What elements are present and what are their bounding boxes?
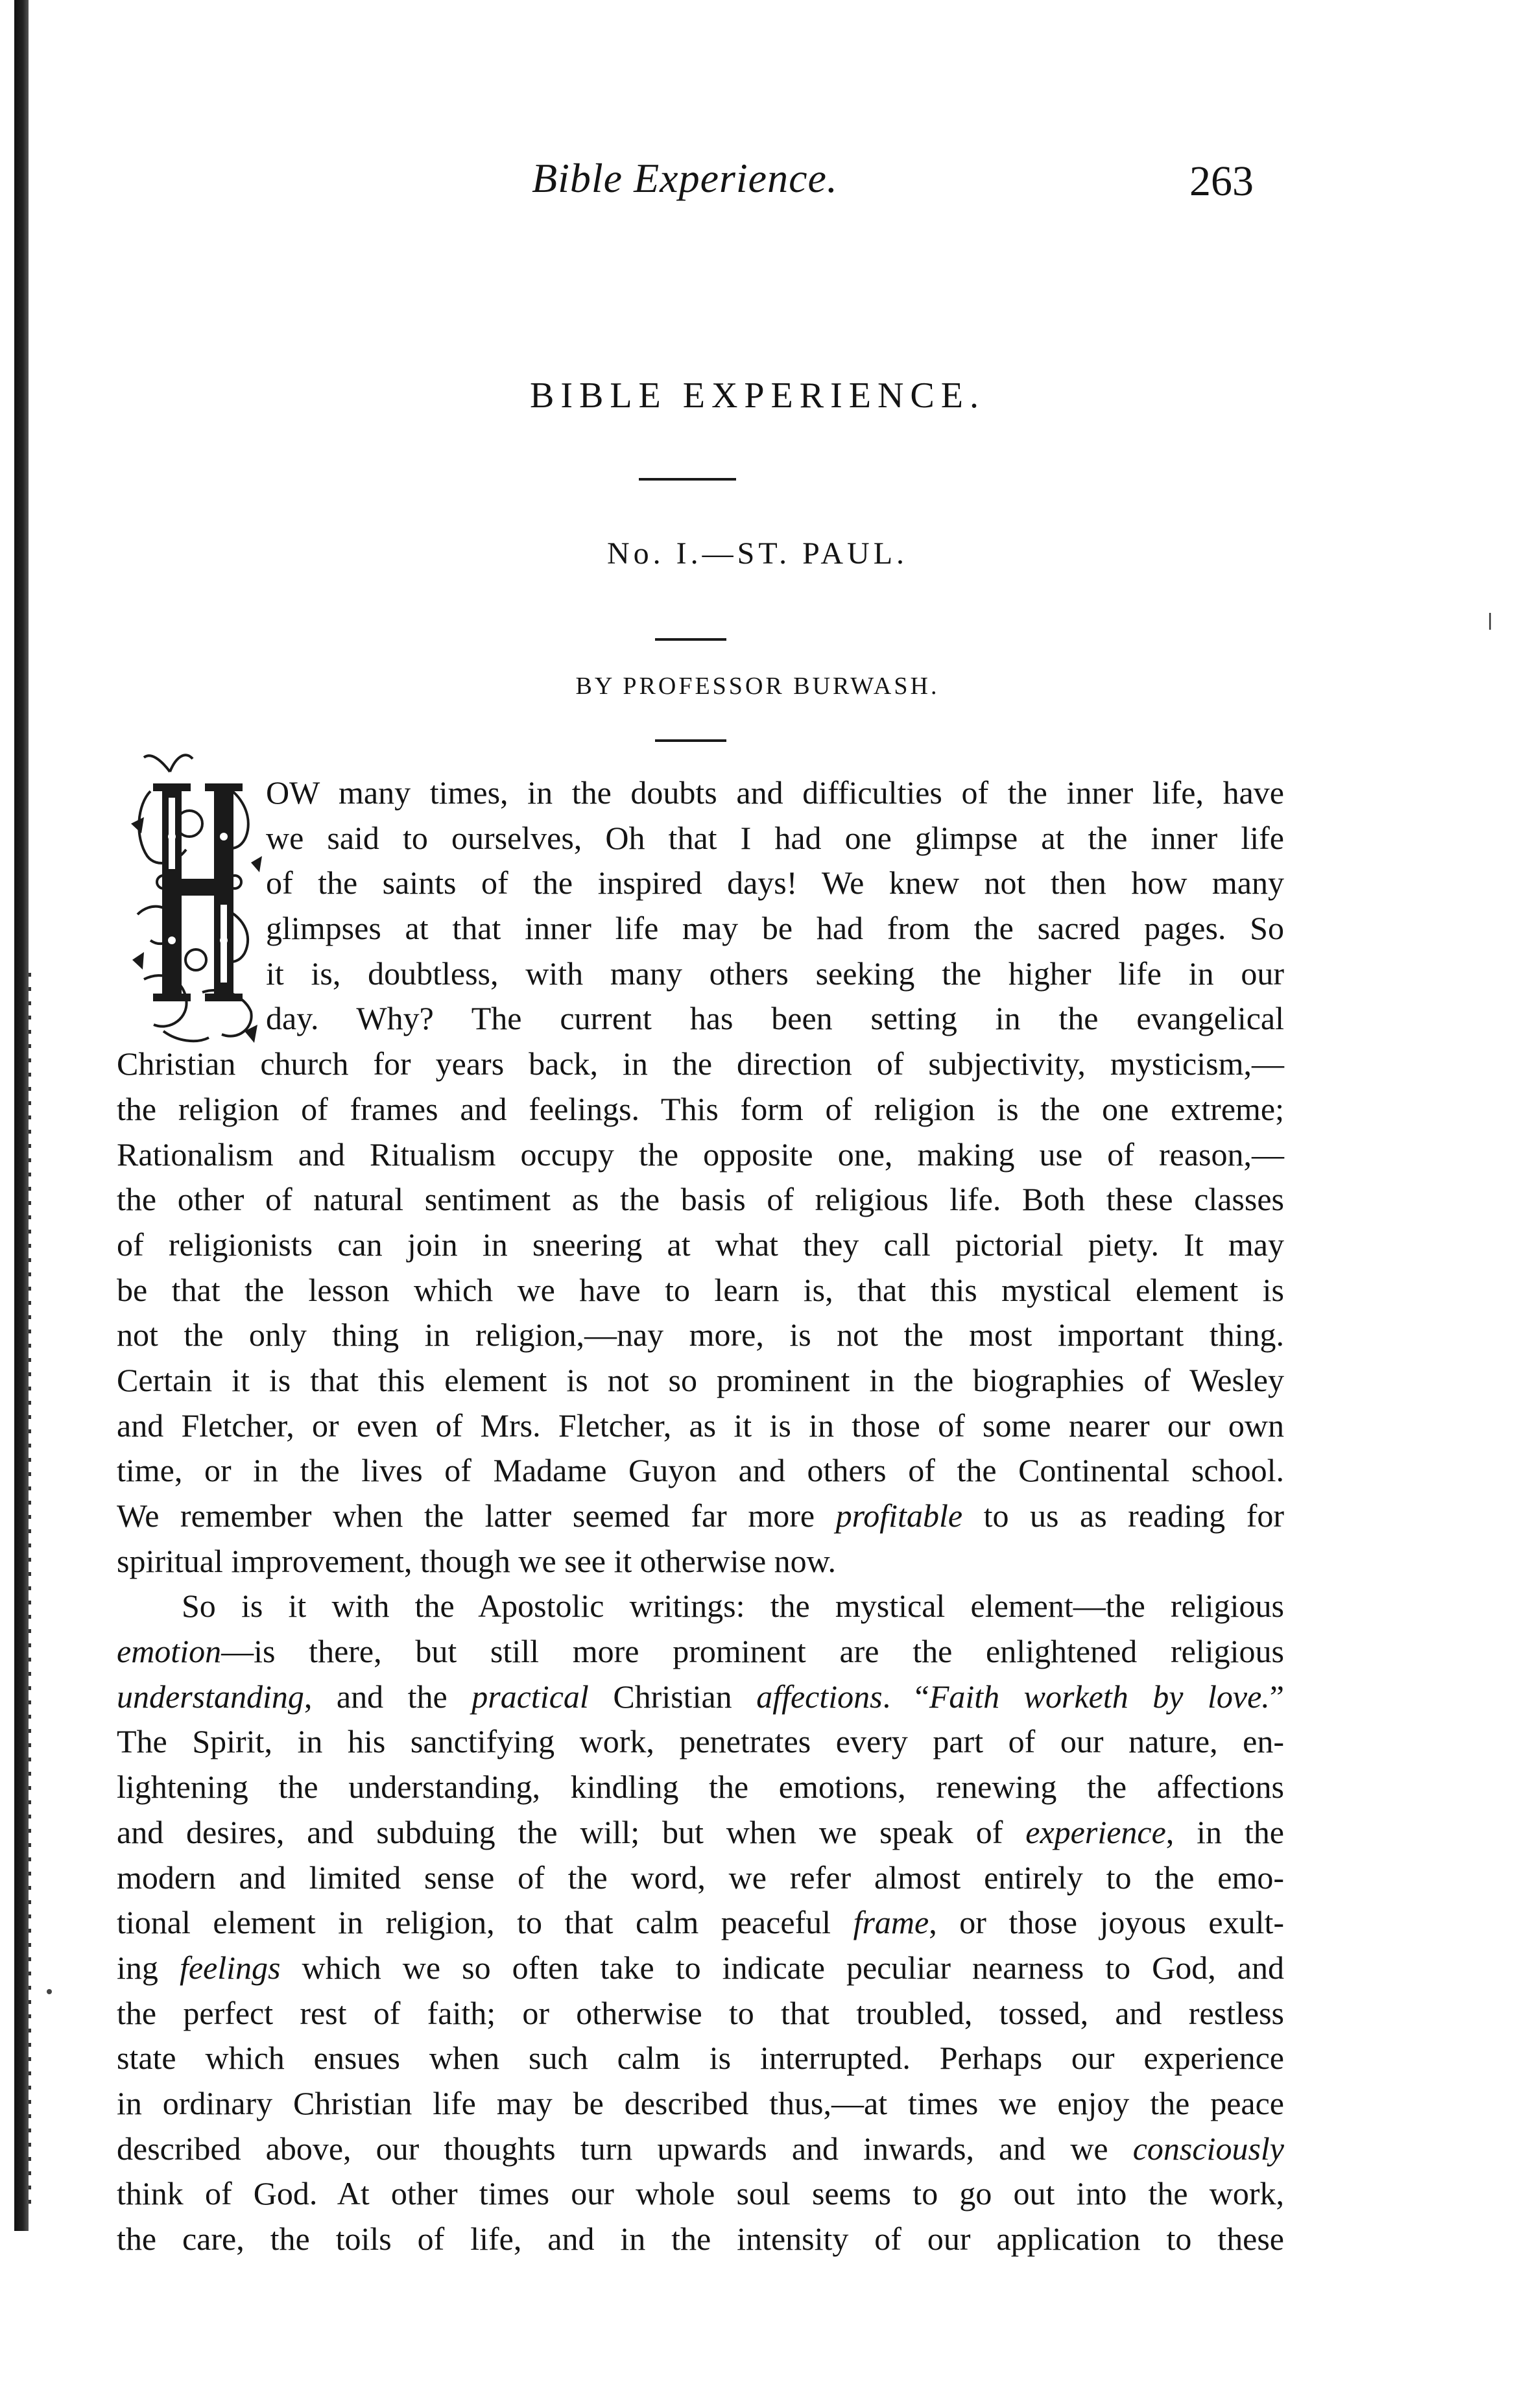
body-line [117, 1403, 1284, 1449]
page-edge-mark [1489, 613, 1491, 630]
body-line [117, 1675, 1284, 1720]
body-line [117, 1313, 1284, 1358]
body-line [117, 2081, 1284, 2127]
margin-speck [47, 1989, 52, 1994]
text-run: , or those joyous exult- [929, 1904, 1285, 1941]
body-line [117, 1132, 1284, 1178]
body-line [117, 1177, 1284, 1222]
text-run: glimpses at that inner life may be had from the sacred pages. So [266, 910, 1284, 947]
text-run: in ordinary Christian life may be described thus,—at times we enjoy the peace [117, 2084, 1284, 2121]
body-line [117, 2127, 1284, 2172]
body-line [117, 1946, 1284, 1991]
body-line [266, 770, 1284, 816]
body-line [266, 996, 1284, 1042]
article-subtitle: No. I.—ST. PAUL. [606, 536, 909, 571]
text-run: the religion of frames and feelings. This form of religion is the one extreme; [117, 1090, 1284, 1127]
body-line [266, 816, 1284, 861]
body-line [117, 2217, 1284, 2262]
italic-run: Faith worketh by love. [929, 1678, 1270, 1715]
body-line [117, 1810, 1284, 1855]
page-number: 263 [1189, 158, 1254, 205]
text-run: —is there, but still more prominent are the enlightened religious [221, 1633, 1284, 1670]
binding-edge-marks [29, 973, 31, 2205]
italic-run: experience [1025, 1813, 1166, 1850]
text-run: to us as reading for [962, 1497, 1285, 1534]
text-run: OW many times, in the doubts and difficulties of the inner life, have [266, 774, 1284, 811]
body-line [117, 1087, 1284, 1132]
text-run: not the only thing in religion,—nay more, is not the most important thing. [117, 1317, 1284, 1353]
body-line [117, 1494, 1284, 1539]
body-line [117, 1268, 1284, 1313]
text-run: lightening the understanding, kindling the emotions, renewing the affections [117, 1769, 1284, 1806]
subtitle-divider [655, 638, 726, 641]
body-line [117, 1900, 1284, 1946]
italic-run: emotion [117, 1633, 222, 1670]
text-run: We remember when the latter seemed far more [117, 1497, 836, 1534]
body-line [266, 906, 1284, 951]
text-run: , in the [1165, 1813, 1284, 1850]
body-line [117, 2171, 1284, 2217]
text-run: described above, our thoughts turn upwards and inwards, and we [117, 2130, 1133, 2167]
text-run: which we so often take to indicate peculiar nearness to God, and [280, 1949, 1284, 1986]
text-run: Rationalism and Ritualism occupy the opposite one, making use of reason,— [117, 1136, 1284, 1173]
book-spine-shadow [14, 0, 29, 2231]
italic-run: consciously [1132, 2130, 1284, 2167]
text-run: the perfect rest of faith; or otherwise to that troubled, tossed, and restless [117, 1994, 1284, 2031]
text-run: day. Why? The current has been setting in the evangelical [266, 1000, 1284, 1037]
italic-run: feelings [179, 1949, 281, 1986]
text-run: tional element in religion, to that calm peaceful [117, 1904, 853, 1941]
running-title: Bible Experience. [532, 155, 838, 201]
text-run: Christian [588, 1678, 757, 1715]
text-run: it is, doubtless, with many others seeking the higher life in our [266, 955, 1284, 992]
text-run: the care, the toils of life, and in the intensity of our application to these [117, 2221, 1284, 2257]
running-head [0, 154, 1515, 206]
body-line [117, 1719, 1284, 1765]
text-run: of the saints of the inspired days! We knew not then how many [266, 864, 1284, 901]
text-run: So is it with the Apostolic writings: the mystical element—the religious [182, 1588, 1284, 1625]
text-run: Christian church for years back, in the direction of subjectivity, mysticism,— [117, 1045, 1284, 1082]
body-line [117, 1991, 1284, 2036]
body-line [117, 1539, 1284, 1584]
text-run: Certain it is that this element is not so prominent in the biographies of Wesley [117, 1361, 1284, 1398]
italic-run: understanding [117, 1678, 304, 1715]
text-run: think of God. At other times our whole soul seems to go out into the work, [117, 2175, 1284, 2212]
text-run: we said to ourselves, Oh that I had one glimpse at the inner life [266, 819, 1284, 856]
body-line [117, 1042, 1284, 1087]
article-byline: BY PROFESSOR BURWASH. [575, 673, 940, 700]
body-line [117, 1358, 1284, 1403]
body-line [182, 1584, 1284, 1629]
body-line [266, 861, 1284, 906]
text-run: ” [1269, 1678, 1284, 1715]
text-run: and Fletcher, or even of Mrs. Fletcher, as it is in those of some nearer our own [117, 1407, 1284, 1444]
article-title: BIBLE EXPERIENCE. [530, 376, 985, 416]
text-run: modern and limited sense of the word, we refer almost entirely to the emo- [117, 1859, 1284, 1896]
article-body [117, 770, 1284, 2262]
text-run: state which ensues when such calm is interrupted. Perhaps our experience [117, 2040, 1284, 2077]
body-line [117, 1448, 1284, 1494]
text-run: of religionists can join in sneering at what they call pictorial piety. It may [117, 1226, 1284, 1263]
text-run: the other of natural sentiment as the basis of religious life. Both these classes [117, 1181, 1284, 1218]
body-line [117, 1855, 1284, 1901]
text-run: time, or in the lives of Madame Guyon and others of the Continental school. [117, 1452, 1284, 1489]
text-run: be that the lesson which we have to learn is, that this mystical element is [117, 1271, 1284, 1308]
body-line [117, 1765, 1284, 1810]
byline-divider [655, 739, 726, 742]
italic-run: practical [471, 1678, 589, 1715]
title-divider [639, 478, 736, 481]
body-line [117, 1629, 1284, 1675]
italic-run: affections [756, 1678, 883, 1715]
italic-run: frame [853, 1904, 929, 1941]
text-run: spiritual improvement, though we see it otherwise now. [117, 1542, 837, 1579]
italic-run: profitable [835, 1497, 963, 1534]
text-run: ing [117, 1949, 180, 1986]
text-run: The Spirit, in his sanctifying work, penetrates every part of our nature, en- [117, 1723, 1284, 1760]
body-line [117, 2036, 1284, 2081]
body-line [266, 951, 1284, 997]
text-run: , and the [304, 1678, 472, 1715]
text-run: and desires, and subduing the will; but when we speak of [117, 1813, 1026, 1850]
text-run: . “ [882, 1678, 929, 1715]
body-line [117, 1222, 1284, 1268]
